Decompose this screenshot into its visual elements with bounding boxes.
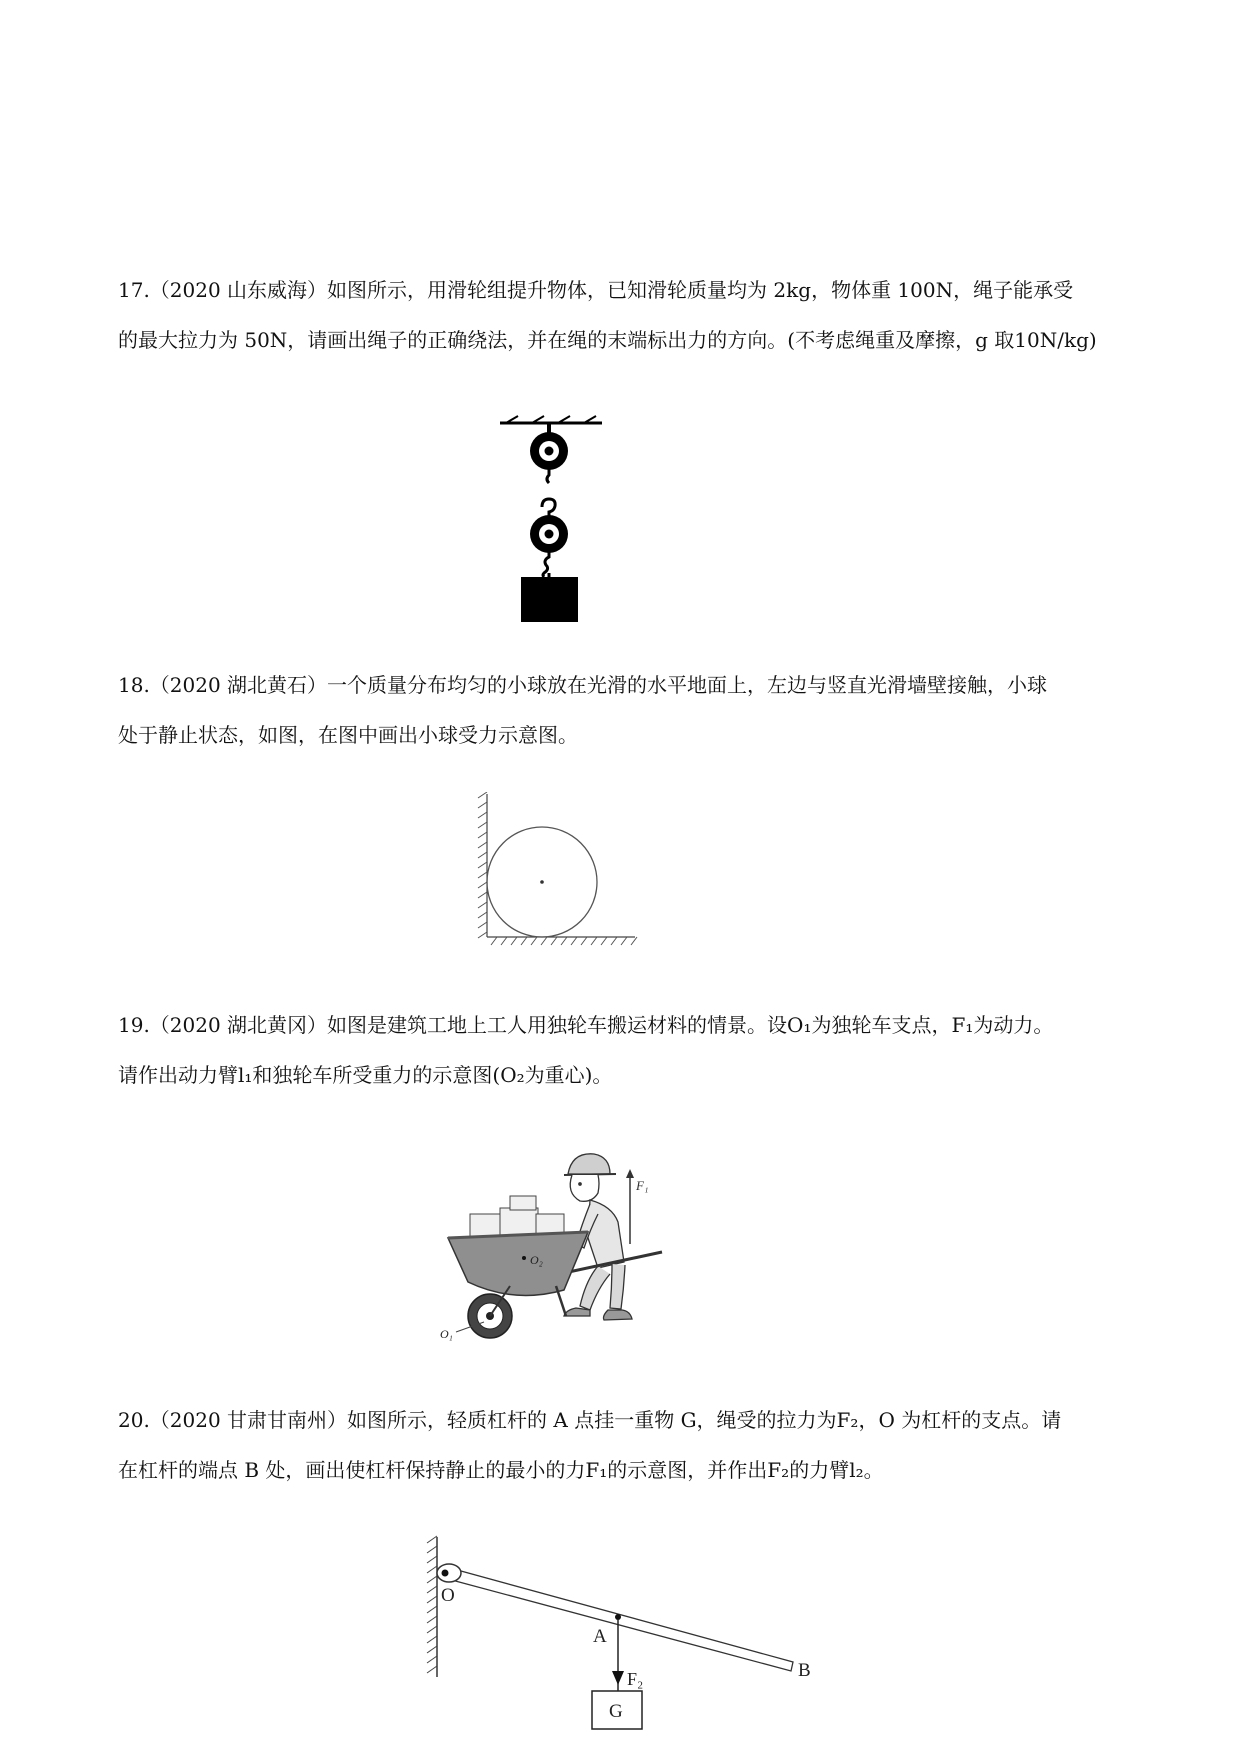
question-20: [118, 1395, 1128, 1495]
question-20-line-2: 在杠杆的端点 B 处，画出使杠杆保持静止的最小的力F₁的示意图，并作出F₂的力臂l₂。: [118, 1458, 884, 1482]
a-label: A: [593, 1626, 607, 1647]
question-19-line-2: 请作出动力臂l₁和独轮车所受重力的示意图(O₂为重心)。: [118, 1063, 613, 1087]
o-label: O: [441, 1585, 455, 1606]
ball-wall-figure: [475, 792, 645, 950]
o1-label: O₁: [440, 1327, 453, 1341]
question-18: [118, 660, 1128, 760]
f2-label: F₂: [627, 1669, 644, 1689]
g-label: G: [609, 1701, 623, 1722]
question-17: [118, 265, 1128, 365]
f1-label: F₁: [636, 1178, 649, 1193]
question-17-line-1: 17.（2020 山东威海）如图所示，用滑轮组提升物体，已知滑轮质量均为 2kg，物体重 100N，绳子能承受: [118, 278, 1074, 302]
lever-figure: [425, 1535, 825, 1750]
question-19-line-1: 19.（2020 湖北黄冈）如图是建筑工地上工人用独轮车搬运材料的情景。设O₁为独轮车支点，F₁为动力。: [118, 1013, 1054, 1037]
wheelbarrow-figure: [440, 1148, 670, 1348]
question-18-line-1: 18.（2020 湖北黄石）一个质量分布均匀的小球放在光滑的水平地面上，左边与竖直光滑墙壁接触，小球: [118, 673, 1048, 697]
question-18-line-2: 处于静止状态，如图，在图中画出小球受力示意图。: [118, 723, 578, 747]
question-17-line-2: 的最大拉力为 50N，请画出绳子的正确绕法，并在绳的末端标出力的方向。(不考虑绳重及摩擦，g 取10N/kg): [118, 328, 1097, 352]
o2-label: O₂: [530, 1253, 543, 1267]
pulley-figure: [490, 405, 620, 630]
question-19: [118, 1000, 1128, 1100]
b-label: B: [798, 1660, 811, 1681]
question-20-line-1: 20.（2020 甘肃甘南州）如图所示，轻质杠杆的 A 点挂一重物 G，绳受的拉力为F₂，O 为杠杆的支点。请: [118, 1408, 1062, 1432]
